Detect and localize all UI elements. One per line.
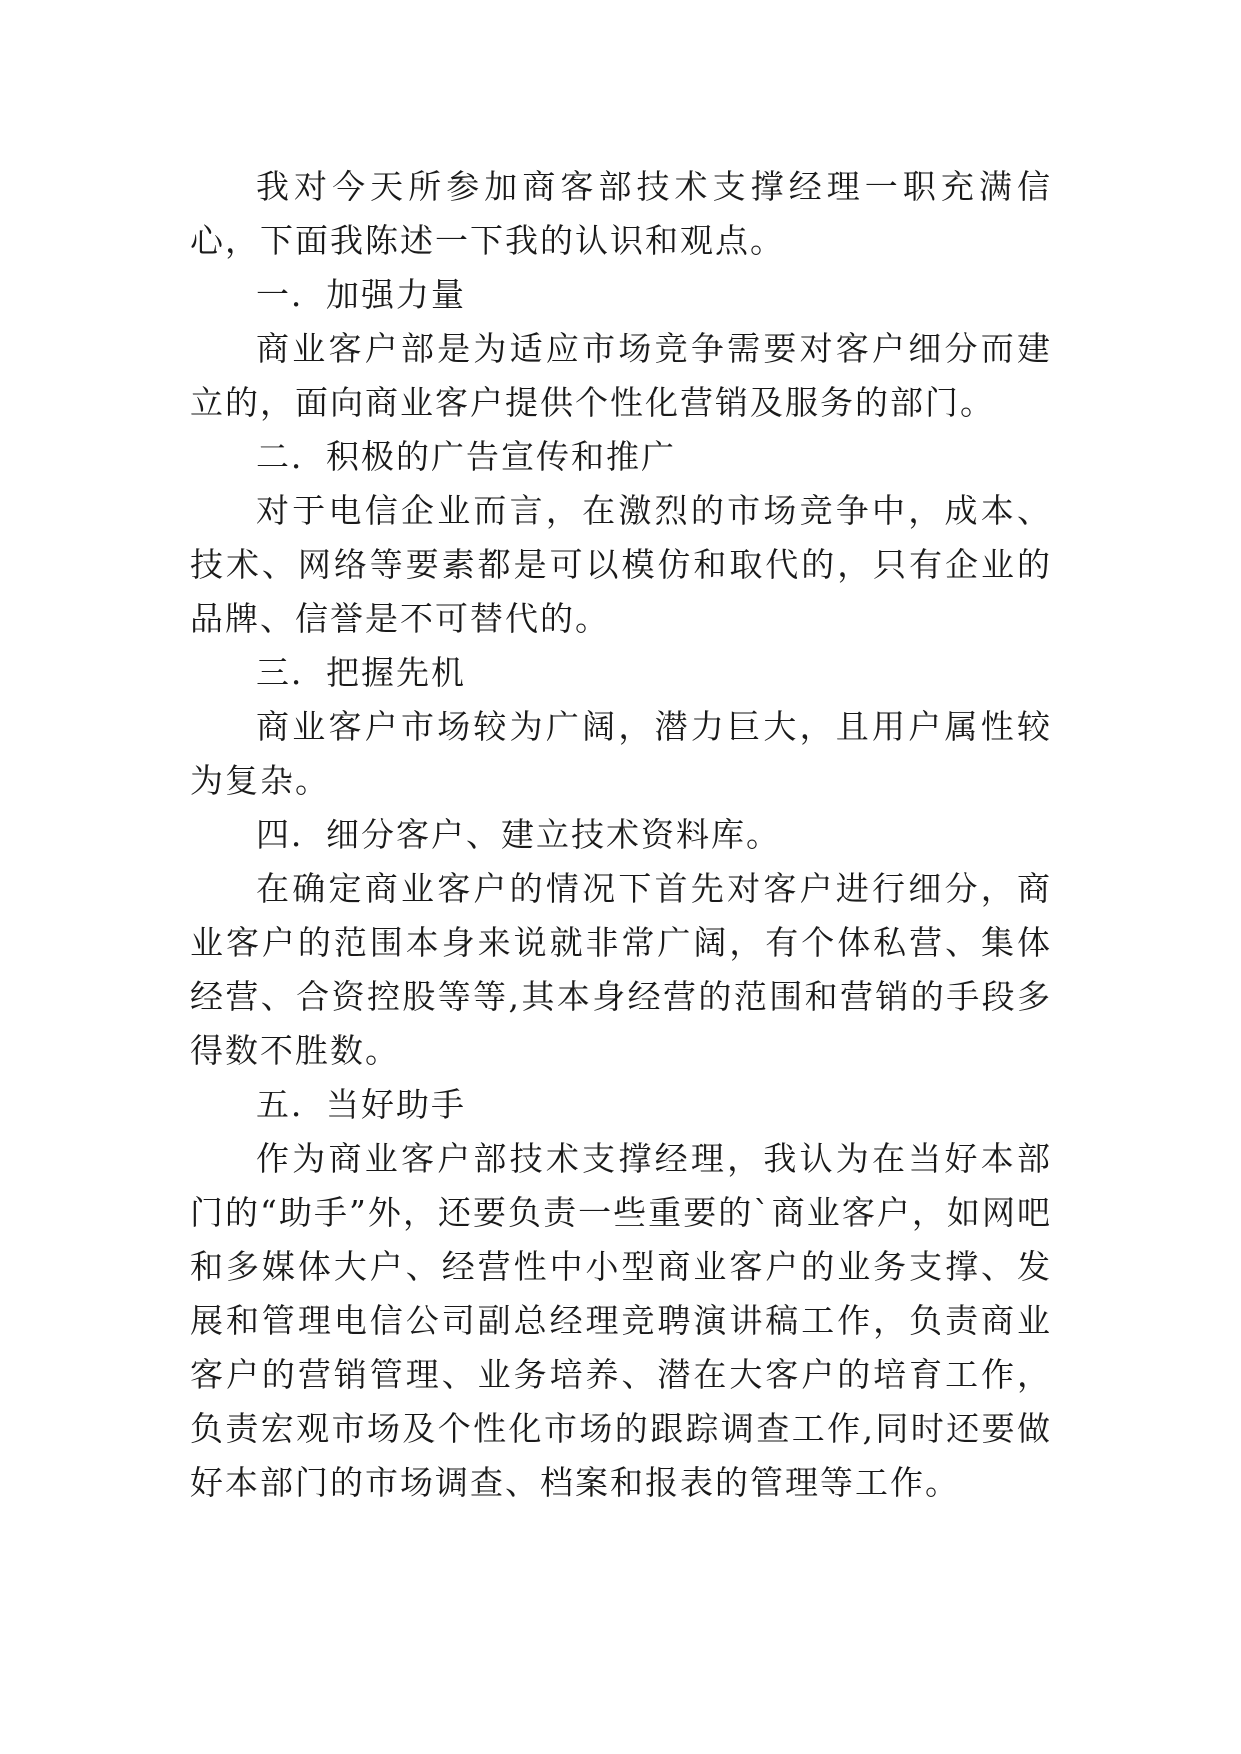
section-heading-4: 四．细分客户、建立技术资料库。 — [256, 815, 781, 854]
section-heading-5: 五．当好助手 — [256, 1085, 466, 1124]
document-body — [190, 160, 1052, 1510]
paragraph-section-3: 商业客户市场较为广阔，潜力巨大，且用户属性较为复杂。 — [190, 707, 1052, 800]
paragraph-intro: 我对今天所参加商客部技术支撑经理一职充满信心，下面我陈述一下我的认识和观点。 — [190, 167, 1052, 260]
paragraph-section-1: 商业客户部是为适应市场竞争需要对客户细分而建立的，面向商业客户提供个性化营销及服务的部门。 — [190, 329, 1052, 422]
paragraph-section-5: 作为商业客户部技术支撑经理，我认为在当好本部门的“助手”外，还要负责一些重要的`商业客户，如网吧和多媒体大户、经营性中小型商业客户的业务支撑、发展和管理电信公司副总经理竞聘演讲稿工作，负责商业客户的营销管理、业务培养、潜在大客户的培育工作，负责宏观市场及个性化市场的跟踪调查工作,同时还要做好本部门的市场调查、档案和报表的管理等工作。 — [190, 1139, 1052, 1502]
section-heading-1: 一．加强力量 — [256, 275, 466, 314]
section-heading-2: 二．积极的广告宣传和推广 — [256, 437, 676, 476]
paragraph-section-2: 对于电信企业而言，在激烈的市场竞争中，成本、技术、网络等要素都是可以模仿和取代的，只有企业的品牌、信誉是不可替代的。 — [190, 491, 1052, 638]
section-heading-3: 三．把握先机 — [256, 653, 466, 692]
paragraph-section-4: 在确定商业客户的情况下首先对客户进行细分，商业客户的范围本身来说就非常广阔，有个体私营、集体经营、合资控股等等,其本身经营的范围和营销的手段多得数不胜数。 — [190, 869, 1052, 1070]
